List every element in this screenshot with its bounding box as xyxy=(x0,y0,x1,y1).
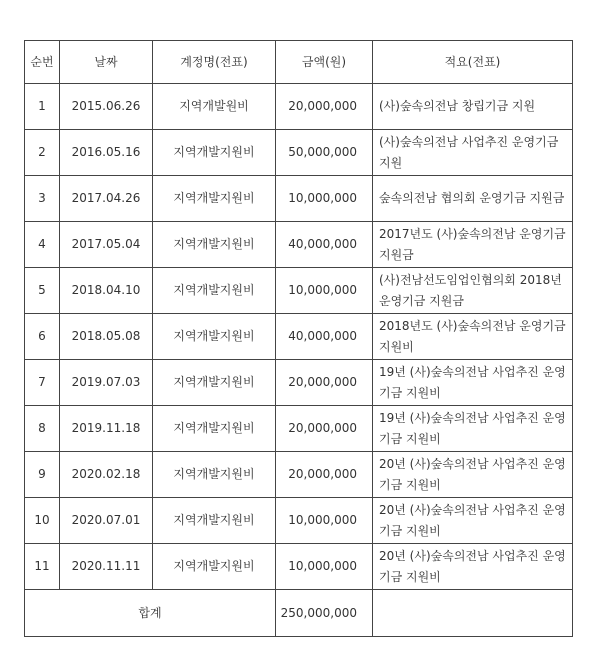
row-date: 2020.02.18 xyxy=(60,452,153,498)
row-description: 20년 (사)숲속의전남 사업추진 운영기금 지원비 xyxy=(373,498,573,544)
row-date: 2017.05.04 xyxy=(60,222,153,268)
row-amount: 20,000,000 xyxy=(276,84,373,130)
header-date: 날짜 xyxy=(60,41,153,84)
row-num: 11 xyxy=(25,544,60,590)
row-date: 2018.04.10 xyxy=(60,268,153,314)
row-account: 지역개발지원비 xyxy=(153,176,276,222)
row-num: 5 xyxy=(25,268,60,314)
row-date: 2017.04.26 xyxy=(60,176,153,222)
row-num: 6 xyxy=(25,314,60,360)
funding-table xyxy=(24,40,573,637)
row-date: 2015.06.26 xyxy=(60,84,153,130)
total-amount: 250,000,000 xyxy=(276,590,373,637)
header-row xyxy=(25,41,573,84)
row-amount: 20,000,000 xyxy=(276,406,373,452)
row-amount: 50,000,000 xyxy=(276,130,373,176)
table-row xyxy=(25,222,573,268)
row-num: 4 xyxy=(25,222,60,268)
row-amount: 40,000,000 xyxy=(276,222,373,268)
row-num: 8 xyxy=(25,406,60,452)
row-amount: 40,000,000 xyxy=(276,314,373,360)
row-description: 숲속의전남 협의회 운영기금 지원금 xyxy=(373,176,573,222)
header-description: 적요(전표) xyxy=(373,41,573,84)
header-amount: 금액(원) xyxy=(276,41,373,84)
row-amount: 10,000,000 xyxy=(276,176,373,222)
row-date: 2018.05.08 xyxy=(60,314,153,360)
row-date: 2019.11.18 xyxy=(60,406,153,452)
row-description: 19년 (사)숲속의전남 사업추진 운영기금 지원비 xyxy=(373,360,573,406)
row-description: 19년 (사)숲속의전남 사업추진 운영기금 지원비 xyxy=(373,406,573,452)
row-amount: 20,000,000 xyxy=(276,452,373,498)
table-row xyxy=(25,406,573,452)
row-amount: 10,000,000 xyxy=(276,268,373,314)
row-account: 지역개발지원비 xyxy=(153,544,276,590)
row-account: 지역개발지원비 xyxy=(153,498,276,544)
table-row xyxy=(25,176,573,222)
row-account: 지역개발지원비 xyxy=(153,268,276,314)
total-row xyxy=(25,590,573,637)
row-description: (사)전남선도임업인협의회 2018년 운영기금 지원금 xyxy=(373,268,573,314)
table-row xyxy=(25,498,573,544)
row-description: (사)숲속의전남 창립기금 지원 xyxy=(373,84,573,130)
row-amount: 10,000,000 xyxy=(276,544,373,590)
row-description: 20년 (사)숲속의전남 사업추진 운영기금 지원비 xyxy=(373,452,573,498)
row-account: 지역개발지원비 xyxy=(153,360,276,406)
row-amount: 20,000,000 xyxy=(276,360,373,406)
row-account: 지역개발지원비 xyxy=(153,406,276,452)
row-account: 지역개발지원비 xyxy=(153,452,276,498)
row-account: 지역개발지원비 xyxy=(153,130,276,176)
header-account: 계정명(전표) xyxy=(153,41,276,84)
row-date: 2020.11.11 xyxy=(60,544,153,590)
row-num: 7 xyxy=(25,360,60,406)
row-num: 10 xyxy=(25,498,60,544)
row-amount: 10,000,000 xyxy=(276,498,373,544)
row-date: 2019.07.03 xyxy=(60,360,153,406)
row-account: 지역개발지원비 xyxy=(153,314,276,360)
table-row xyxy=(25,544,573,590)
row-description: 2017년도 (사)숲속의전남 운영기금 지원금 xyxy=(373,222,573,268)
row-account: 지역개발원비 xyxy=(153,84,276,130)
table-row xyxy=(25,268,573,314)
row-description: (사)숲속의전남 사업추진 운영기금 지원 xyxy=(373,130,573,176)
row-description: 20년 (사)숲속의전남 사업추진 운영기금 지원비 xyxy=(373,544,573,590)
row-num: 9 xyxy=(25,452,60,498)
table-row xyxy=(25,84,573,130)
table-row xyxy=(25,360,573,406)
row-num: 2 xyxy=(25,130,60,176)
row-date: 2016.05.16 xyxy=(60,130,153,176)
row-date: 2020.07.01 xyxy=(60,498,153,544)
header-num: 순번 xyxy=(25,41,60,84)
row-account: 지역개발지원비 xyxy=(153,222,276,268)
row-num: 3 xyxy=(25,176,60,222)
total-label: 합계 xyxy=(25,590,276,637)
total-description-empty xyxy=(373,590,573,637)
row-num: 1 xyxy=(25,84,60,130)
table-row xyxy=(25,130,573,176)
row-description: 2018년도 (사)숲속의전남 운영기금 지원비 xyxy=(373,314,573,360)
table-row xyxy=(25,452,573,498)
table-row xyxy=(25,314,573,360)
